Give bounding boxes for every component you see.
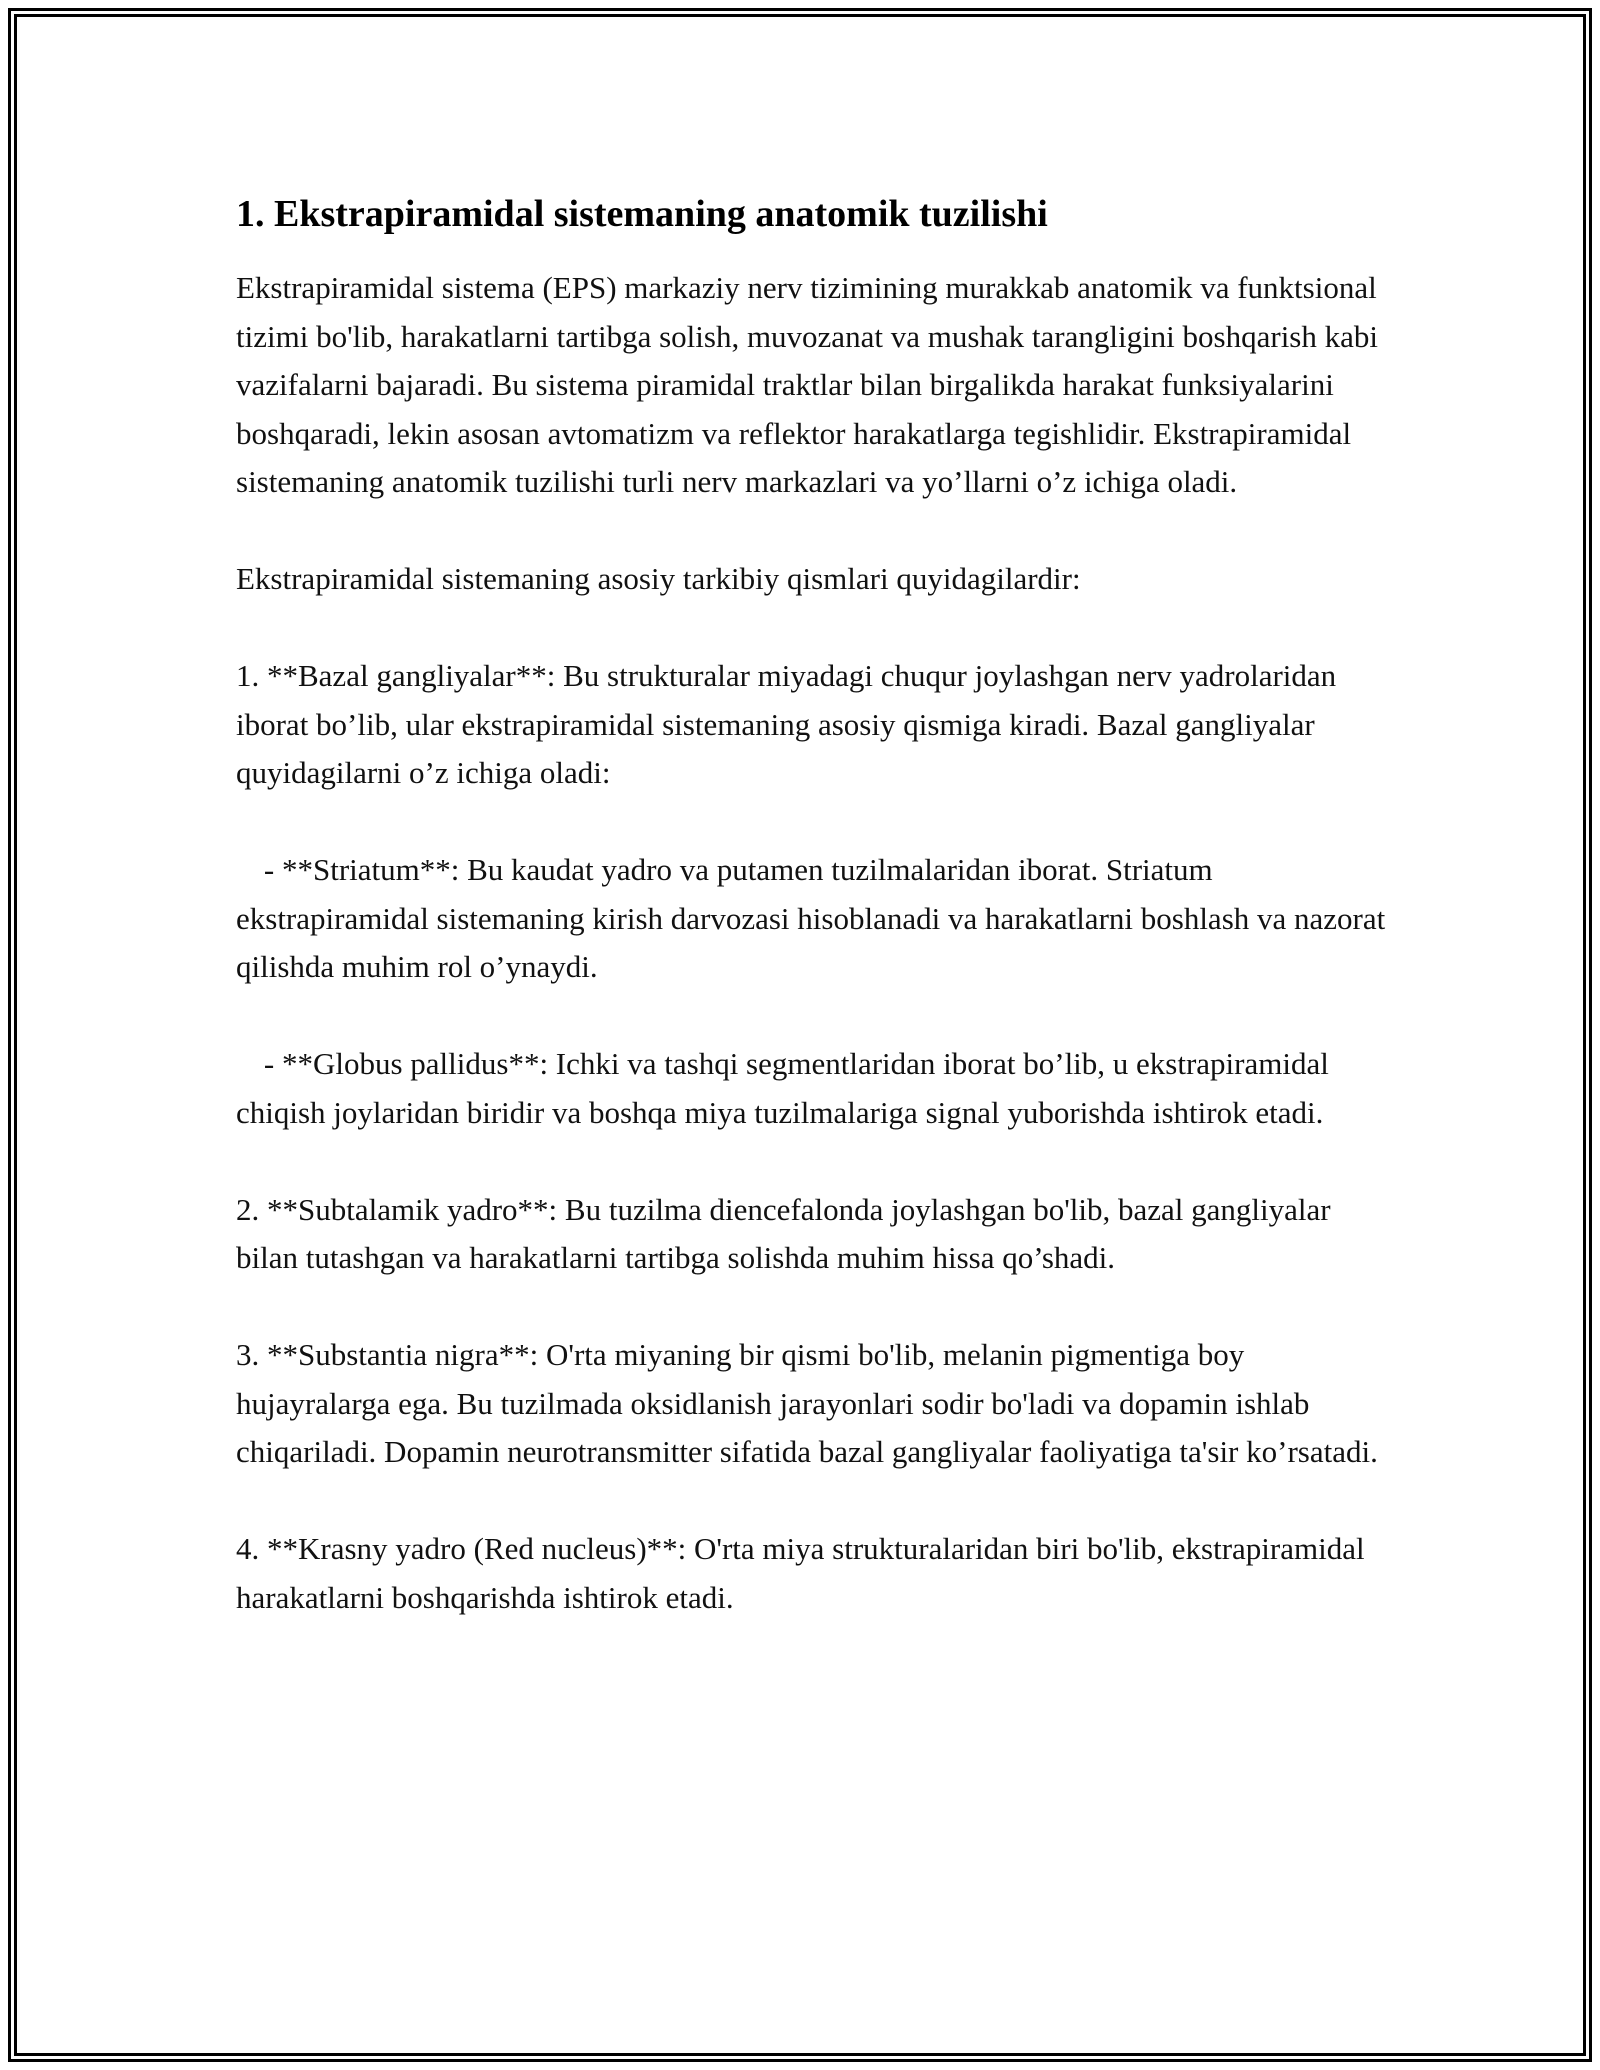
list-item-basal-ganglia: 1. **Bazal gangliyalar**: Bu strukturalar miyadagi chuqur joylashgan nerv yadrolaridan iborat bo’lib, ular ekstrapiramidal sistemaning asosiy qismiga kiradi. Bazal gangliyalar quyidagilarni o’z ichiga oladi: bbox=[236, 658, 1337, 790]
intro-paragraph: Ekstrapiramidal sistema (EPS) markaziy nerv tizimining murakkab anatomik va funktsional tizimi bo'lib, harakatlarni tartibga solish, muvozanat va mushak tarangligini boshqarish kabi vazifalarni bajaradi. Bu sistema piramidal traktlar bilan birgalikda harakat funksiyalarini boshqaradi, lekin asosan avtomatizm va reflektor harakatlarga tegishlidir. Ekstrapiramidal sistemaning anatomik tuzilishi turli nerv markazlari va yo’llarni o’z ichiga oladi. bbox=[236, 270, 1378, 499]
list-item-red-nucleus: 4. **Krasny yadro (Red nucleus)**: O'rta miya strukturalaridan biri bo'lib, ekstrapiramidal harakatlarni boshqarishda ishtirok etadi. bbox=[236, 1531, 1365, 1615]
document-body bbox=[236, 186, 1396, 1671]
sub-item-globus-pallidus: - **Globus pallidus**: Ichki va tashqi segmentlaridan iborat bo’lib, u ekstrapiramidal chiqish joylaridan biridir va boshqa miya tuzilmalariga signal yuborishda ishtirok etadi. bbox=[236, 1046, 1329, 1130]
sub-item-striatum: - **Striatum**: Bu kaudat yadro va putamen tuzilmalaridan iborat. Striatum ekstrapiramidal sistemaning kirish darvozasi hisoblanadi va harakatlarni boshlash va nazorat qilishda muhim rol o’ynaydi. bbox=[236, 852, 1386, 984]
section-heading: 1. Ekstrapiramidal sistemaning anatomik tuzilishi bbox=[236, 193, 1048, 235]
lead-in-paragraph: Ekstrapiramidal sistemaning asosiy tarkibiy qismlari quyidagilardir: bbox=[236, 561, 1081, 596]
list-item-substantia-nigra: 3. **Substantia nigra**: O'rta miyaning bir qismi bo'lib, melanin pigmentiga boy hujayralarga ega. Bu tuzilmada oksidlanish jarayonlari sodir bo'ladi va dopamin ishlab chiqariladi. Dopamin neurotransmitter sifatida bazal gangliyalar faoliyatiga ta'sir ko’rsatadi. bbox=[236, 1337, 1378, 1469]
list-item-subthalamic-nucleus: 2. **Subtalamik yadro**: Bu tuzilma diencefalonda joylashgan bo'lib, bazal gangliyalar bilan tutashgan va harakatlarni tartibga solishda muhim hissa qo’shadi. bbox=[236, 1191, 1331, 1275]
